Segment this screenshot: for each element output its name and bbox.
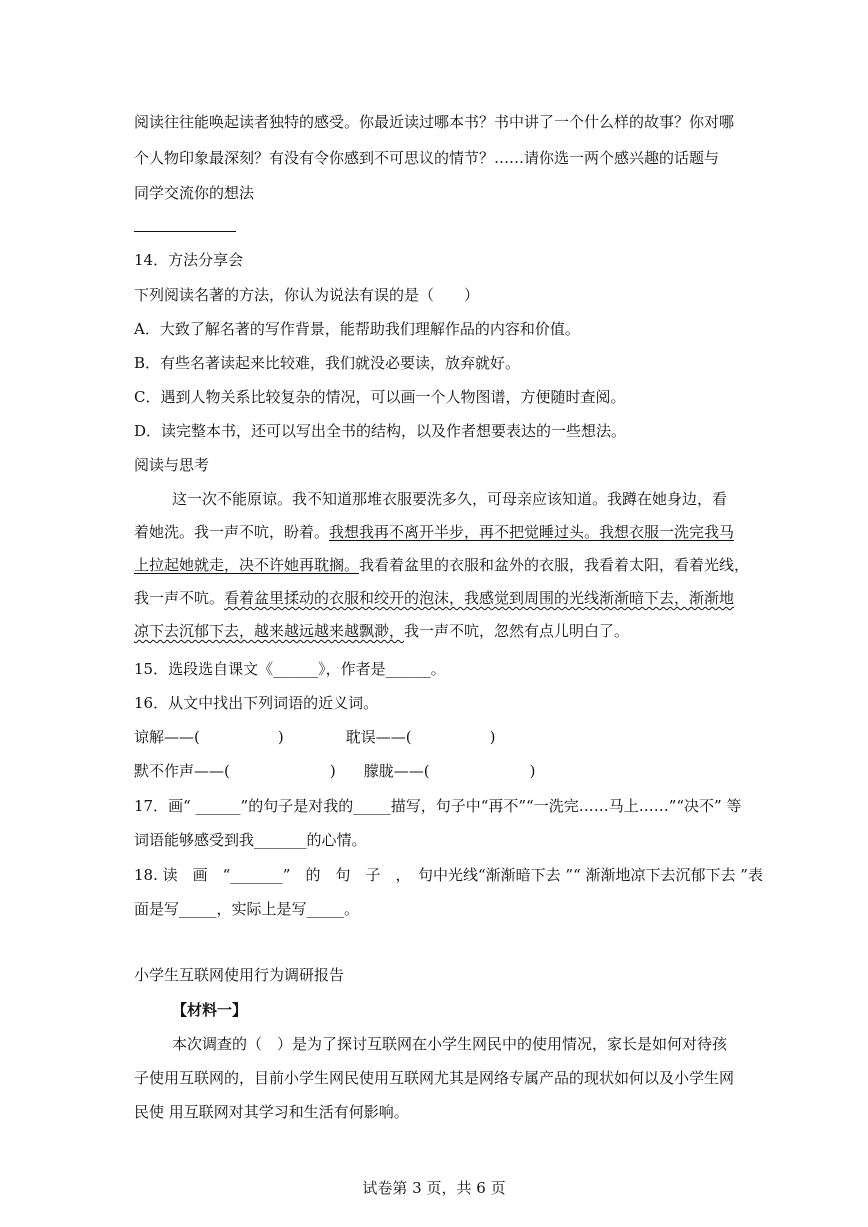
passage-line-1: 这一次不能原谅。我不知道那堆衣服要洗多久，可母亲应该知道。我蹲在她身边，看 [172, 490, 728, 508]
intro-line-2: 个人物印象最深刻？有没有令你感到不可思议的情节？……请你选一两个感兴趣的话题与 [134, 149, 720, 167]
passage-text: 我一声不吭，忽然有点儿明白了。 [404, 622, 630, 640]
q14-option-c: C．遇到人物关系比较复杂的情况，可以画一个人物图谱，方便随时查阅。 [134, 388, 626, 406]
q14-title: 14．方法分享会 [134, 251, 244, 269]
answer-line [134, 231, 236, 232]
q17-line-1: 17．画“ ______”的句子是对我的_____描写，句子中“再不”“一洗完……马上……”“决不” 等 [134, 797, 742, 815]
q18-line-1: 18. 读 画 “_______” 的 句 子 ， 句中光线“渐渐暗下去 ”“ 渐渐地凉下去沉郁下去 ”表 [134, 866, 763, 884]
bracket-close: ) [489, 728, 496, 746]
report-line-1: 本次调查的（ ）是为了探讨互联网在小学生网民中的使用情况，家长是如何对待孩 [172, 1035, 728, 1053]
bracket-close: ) [277, 728, 284, 746]
passage-line-4 [134, 588, 734, 609]
q15: 15．选段选自课文《______》，作者是______。 [134, 660, 446, 678]
q18-line-2: 面是写_____，实际上是写_____。 [134, 900, 360, 918]
report-title: 小学生互联网使用行为调研报告 [134, 966, 345, 984]
q14-option-d: D．读完整本书，还可以写出全书的结构，以及作者想要表达的一些想法。 [134, 422, 627, 440]
passage-line-3 [134, 555, 749, 576]
passage-text: 我一声不吭。 [134, 589, 225, 607]
intro-line-3: 同学交流你的想法 [134, 184, 255, 202]
q16-title: 16．从文中找出下列词语的近义词。 [134, 694, 379, 712]
q14-option-a: A．大致了解名著的写作背景，能帮助我们理解作品的内容和价值。 [134, 320, 580, 338]
passage-line-2 [134, 522, 734, 543]
wavy-underlined-sentence: 看着盆里揉动的衣服和绞开的泡沫，我感觉到周围的光线渐渐暗下去，渐渐地 [224, 589, 735, 607]
word-mobuzuosheng: 默不作声——( [134, 762, 230, 780]
straight-underlined-sentence: 上拉起她就走，决不许她再耽搁。 [134, 556, 360, 574]
intro-line-1: 阅读往往能唤起读者独特的感受。你最近读过哪本书？书中讲了一个什么样的故事？你对哪 [134, 113, 735, 131]
passage-text: 着她洗。我一声不吭，盼着。 [134, 523, 330, 541]
word-danwu: 耽误——( [345, 728, 412, 746]
report-line-2: 子使用互联网的，目前小学生网民使用互联网尤其是网络专属产品的现状如何以及小学生网 [134, 1069, 735, 1087]
q14-option-b: B．有些名著读起来比较难，我们就没必要读，放弃就好。 [134, 354, 521, 372]
passage-line-5 [134, 621, 629, 642]
wavy-underlined-sentence: 凉下去沉郁下去，越来越远越来越飘渺， [134, 622, 405, 640]
q16-row-1 [134, 727, 495, 748]
bracket-close: ) [329, 762, 336, 780]
q14-stem: 下列阅读名著的方法，你认为说法有误的是（ ） [134, 286, 480, 304]
report-line-3: 民使 用互联网对其学习和生活有何影响。 [134, 1103, 409, 1121]
passage-text: 我看着盆里的衣服和盆外的衣服，我看着太阳，看着光线， [359, 556, 750, 574]
page-footer: 试卷第 3 页，共 6 页 [362, 1179, 506, 1197]
straight-underlined-sentence: 我想我再不离开半步，再不把觉睡过头。我想衣服一洗完我马 [329, 523, 735, 541]
q17-line-2: 词语能够感受到我_______的心情。 [134, 831, 367, 849]
q16-row-2 [134, 761, 535, 782]
reading-heading: 阅读与思考 [134, 456, 210, 474]
word-liangjie: 谅解——( [134, 728, 200, 746]
word-menglong: 朦胧——( [363, 762, 430, 780]
bracket-close: ) [529, 762, 536, 780]
material-label: 【材料一】 [172, 1001, 248, 1019]
